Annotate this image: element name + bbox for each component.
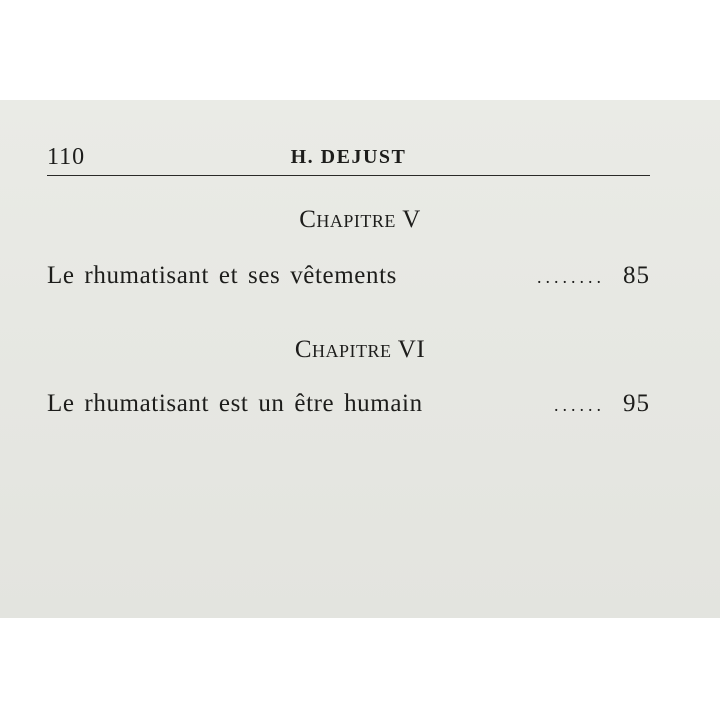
toc-entry-title: Le rhumatisant est un être humain [47,390,423,417]
dot-leader: ...... [554,395,605,415]
header-rule [47,175,650,176]
chapter-heading: Chapitre V [299,206,421,233]
book-page [0,100,720,618]
dot-leader: ........ [537,267,605,287]
toc-entry-title: Le rhumatisant et ses vêtements [47,262,397,289]
running-head: H. DEJUST [290,146,407,168]
toc-entry-page: 95 [623,390,650,417]
toc-entry [47,390,650,424]
page-number: 110 [47,144,86,170]
page-header [47,144,650,176]
toc-entry [47,262,650,296]
toc-entry-page: 85 [623,262,650,289]
chapter-heading: Chapitre VI [294,336,426,363]
